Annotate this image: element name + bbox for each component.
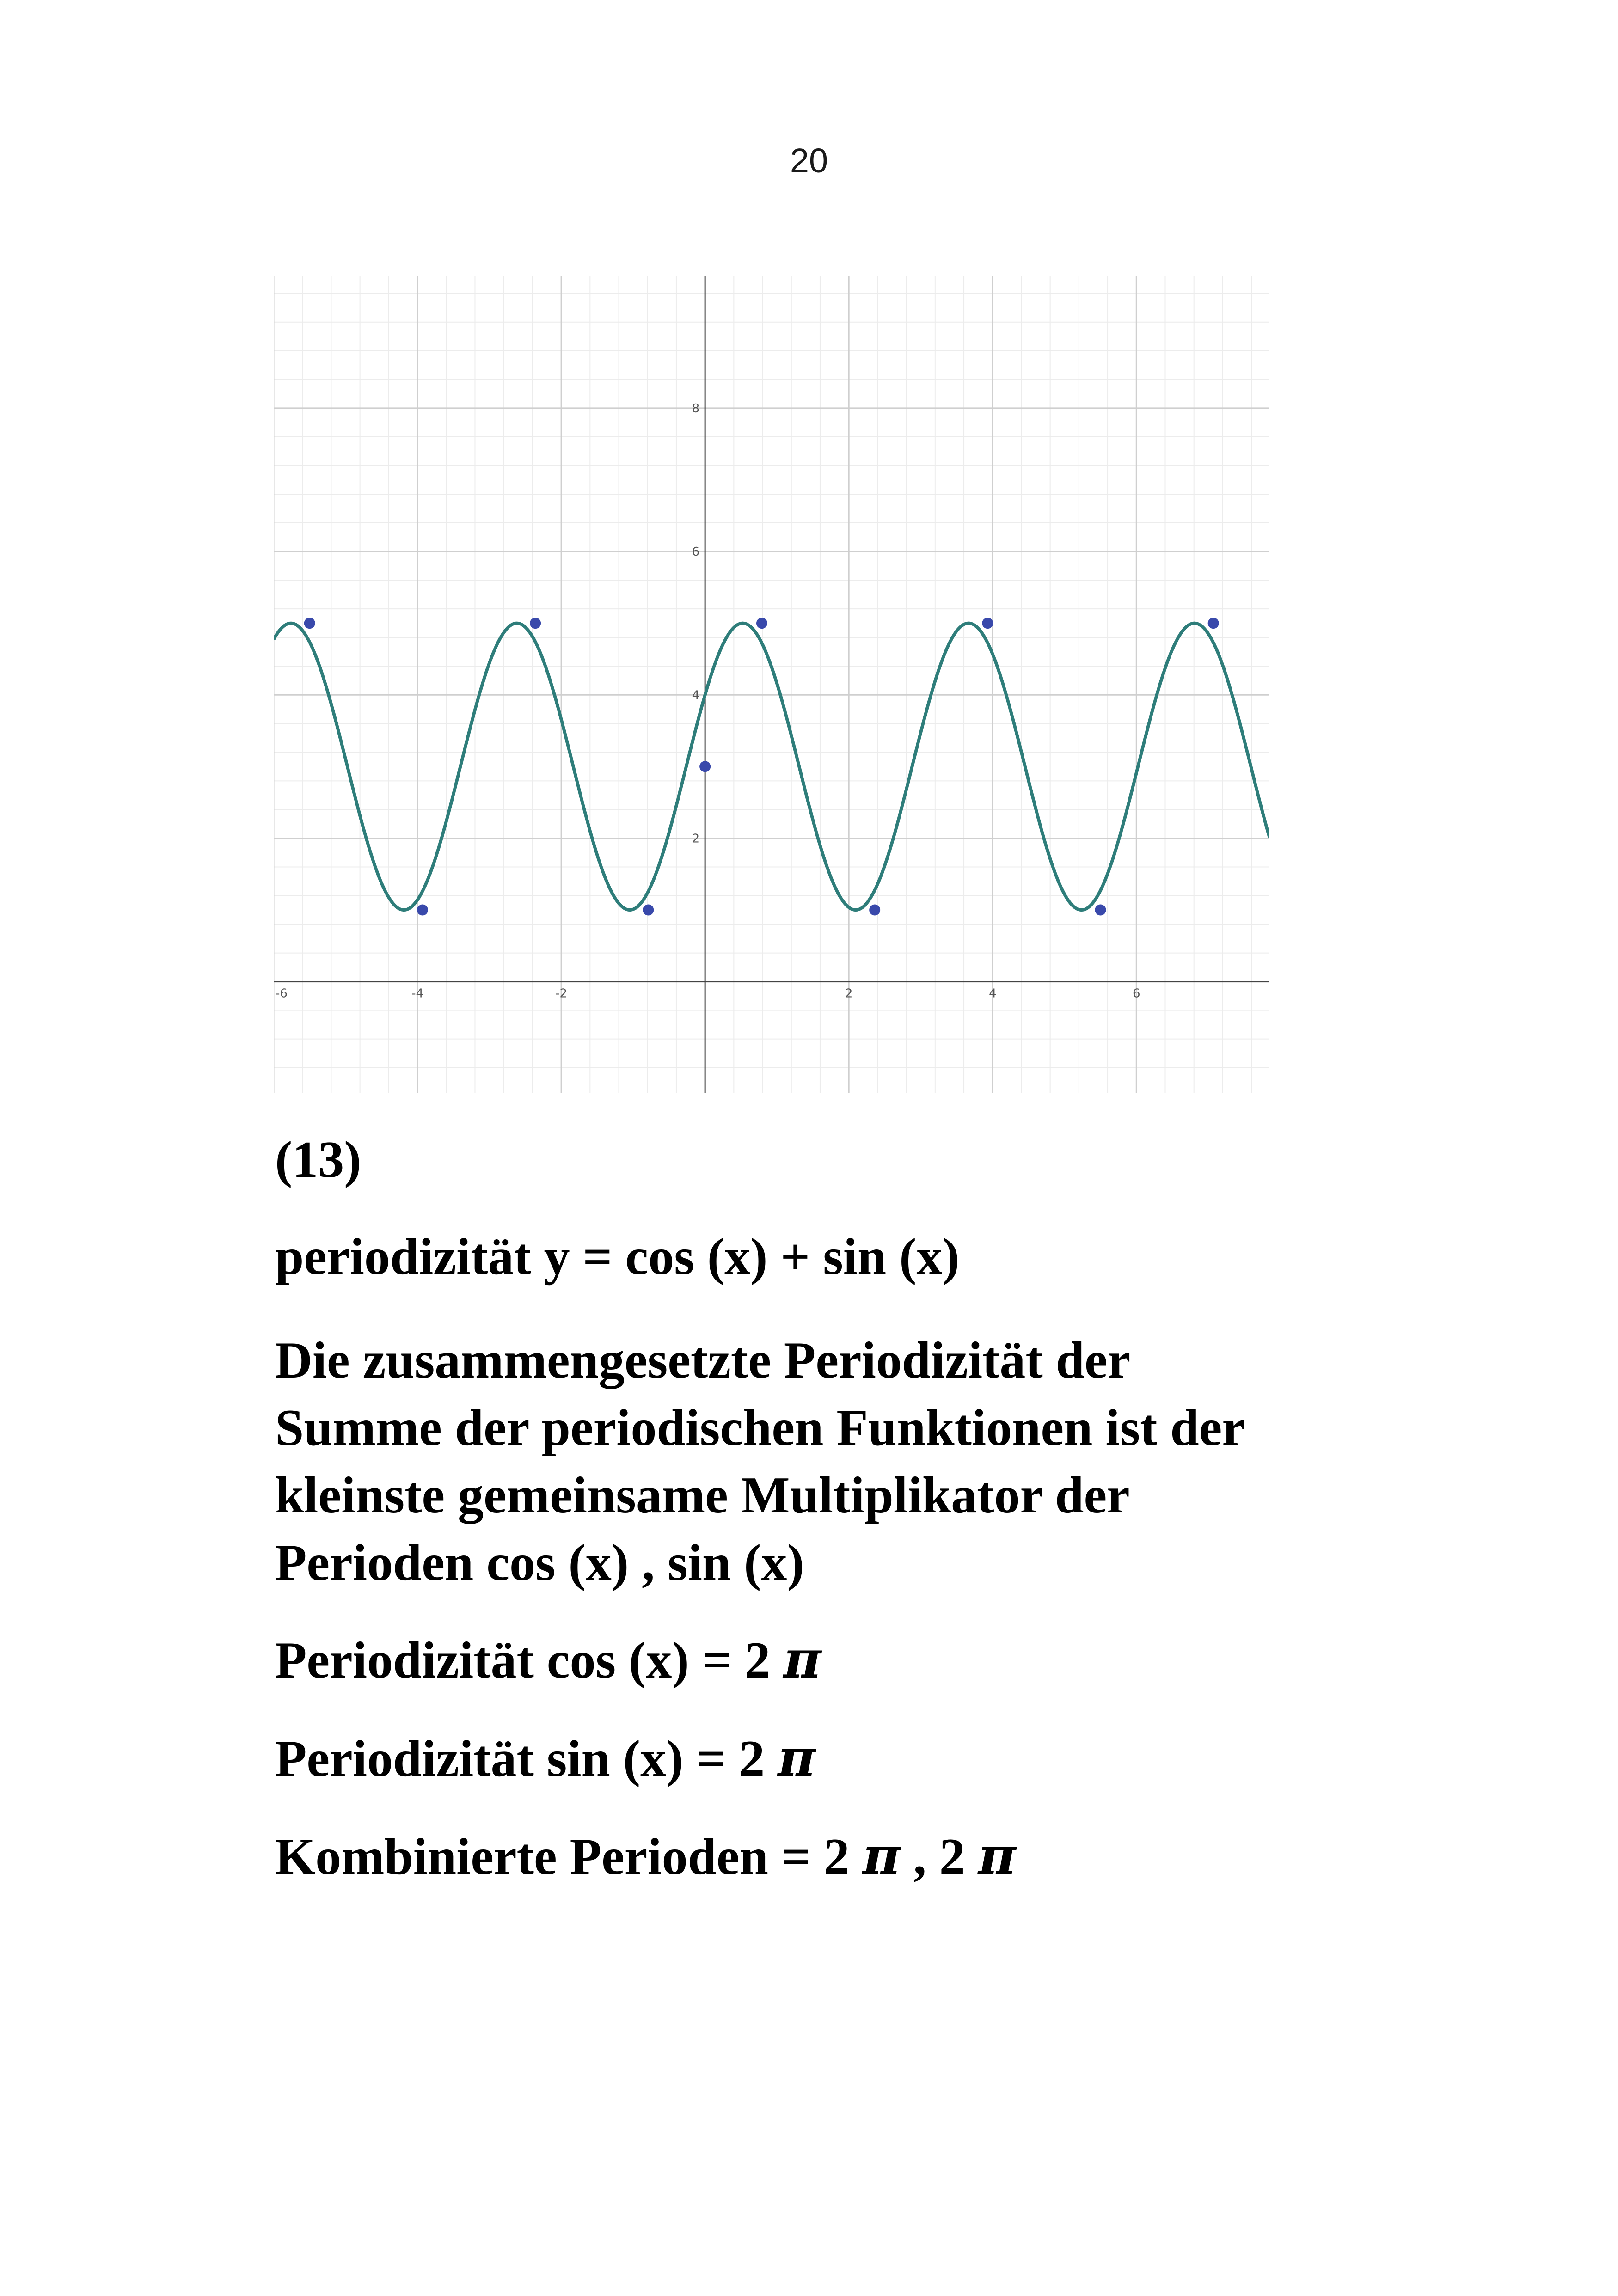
paragraph-line: Perioden cos (x) , sin (x) [275,1534,804,1592]
data-point [643,905,654,916]
data-point [756,618,767,629]
data-point [982,618,993,629]
y-tick-label: 6 [692,545,700,559]
data-point [869,905,880,916]
data-point [1208,618,1219,629]
x-tick-label: -6 [276,986,288,1001]
x-tick-label: -4 [411,986,424,1001]
y-tick-label: 8 [692,401,700,416]
cos-period-text: Periodizität cos (x) = 2 [275,1632,784,1689]
major-grid [274,276,1269,1093]
data-point [1095,905,1106,916]
data-point [417,905,428,916]
section-label: (13) [275,1131,362,1188]
page-number: 20 [790,141,828,180]
data-point [530,618,541,629]
data-point [304,618,315,629]
paragraph-line: kleinste gemeinsame Multiplikator der [275,1467,1130,1524]
pi-symbol: π [778,1728,816,1788]
combined-separator: , 2 [900,1828,978,1886]
x-tick-label: -2 [555,986,568,1001]
explanation-paragraph [275,1327,1245,1597]
x-tick-label: 6 [1133,986,1140,1001]
marked-points [304,618,1219,915]
x-tick-label: 4 [988,986,997,1001]
combined-period-line [275,1826,1016,1887]
pi-symbol: π [978,1826,1016,1886]
sin-period-text: Periodizität sin (x) = 2 [275,1730,778,1788]
cos-period-line [275,1629,821,1690]
function-graph [274,276,1269,1093]
y-tick-label: 2 [692,832,700,846]
axes [274,276,1269,1093]
function-heading: periodizität y = cos (x) + sin (x) [275,1228,960,1286]
y-tick-label: 4 [692,688,700,703]
sin-period-line [275,1728,815,1789]
pi-symbol: π [862,1826,901,1886]
combined-period-text: Kombinierte Perioden = 2 [275,1828,863,1886]
data-point [699,761,711,772]
paragraph-line: Summe der periodischen Funktionen ist der [275,1399,1245,1457]
paragraph-line: Die zusammengesetzte Periodizität der [275,1332,1131,1389]
pi-symbol: π [783,1629,821,1690]
x-tick-label: 2 [845,986,853,1001]
minor-grid [274,276,1269,1093]
